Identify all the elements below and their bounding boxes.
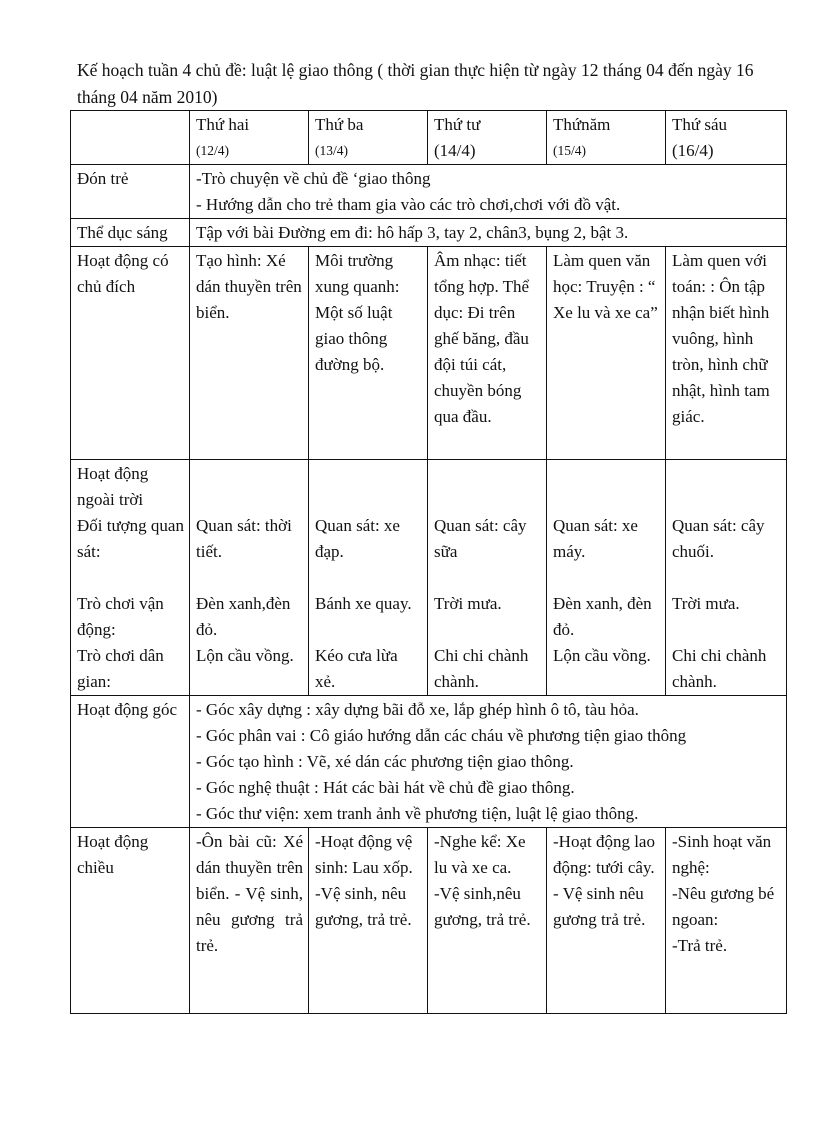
ngoai-troi-wednesday: Quan sát: cây sữa Trời mưa. Chi chi chành chành. (428, 460, 547, 696)
hoat-dong-chieu-label: Hoạt động chiều (71, 828, 190, 1014)
don-tre-row (71, 165, 787, 219)
co-chu-dich-label: Hoạt động có chủ đích (71, 247, 190, 460)
header-wednesday: Thứ tư (14/4) (428, 111, 547, 165)
header-tuesday: Thứ ba (13/4) (309, 111, 428, 165)
header-corner-cell (71, 111, 190, 165)
ngoai-troi-row (71, 460, 787, 696)
hoat-dong-chieu-monday: -Ôn bài cũ: Xé dán thuyền trên biển. - Vệ sinh, nêu gương trả trẻ. (190, 828, 309, 1014)
don-tre-label: Đón trẻ (71, 165, 190, 219)
co-chu-dich-monday: Tạo hình: Xé dán thuyền trên biển. (190, 247, 309, 460)
hoat-dong-chieu-friday: -Sinh hoạt văn nghệ: -Nêu gương bé ngoan: -Trả trẻ. (666, 828, 787, 1014)
co-chu-dich-row (71, 247, 787, 460)
hoat-dong-chieu-row (71, 828, 787, 1014)
ngoai-troi-monday: Quan sát: thời tiết. Đèn xanh,đèn đỏ. Lộn cầu vồng. (190, 460, 309, 696)
header-monday: Thứ hai (12/4) (190, 111, 309, 165)
co-chu-dich-thursday: Làm quen văn học: Truyện : “ Xe lu và xe ca” (547, 247, 666, 460)
ngoai-troi-tuesday: Quan sát: xe đạp. Bánh xe quay. Kéo cưa lừa xẻ. (309, 460, 428, 696)
co-chu-dich-friday: Làm quen với toán: : Ôn tập nhận biết hình vuông, hình tròn, hình chữ nhật, hình tam giác. (666, 247, 787, 460)
don-tre-content: -Trò chuyện về chủ đề ‘giao thông - Hướng dẫn cho trẻ tham gia vào các trò chơi,chơi với đồ vật. (190, 165, 787, 219)
hoat-dong-chieu-thursday: -Hoạt động lao động: tưới cây. - Vệ sinh nêu gương trả trẻ. (547, 828, 666, 1014)
co-chu-dich-wednesday: Âm nhạc: tiết tổng hợp. Thể dục: Đi trên ghế băng, đầu đội túi cát, chuyền bóng qua đầu. (428, 247, 547, 460)
the-duc-row (71, 219, 787, 247)
weekly-plan-table (70, 110, 787, 1014)
header-row (71, 111, 787, 165)
the-duc-label: Thể dục sáng (71, 219, 190, 247)
hoat-dong-chieu-wednesday: -Nghe kể: Xe lu và xe ca. -Vệ sinh,nêu gương, trả trẻ. (428, 828, 547, 1014)
hoat-dong-chieu-tuesday: -Hoạt động vệ sinh: Lau xốp. -Vệ sinh, nêu gương, trả trẻ. (309, 828, 428, 1014)
header-friday: Thứ sáu (16/4) (666, 111, 787, 165)
ngoai-troi-label: Hoạt động ngoài trời Đối tượng quan sát: Trò chơi vận động: Trò chơi dân gian: (71, 460, 190, 696)
hoat-dong-goc-row (71, 696, 787, 828)
ngoai-troi-friday: Quan sát: cây chuối. Trời mưa. Chi chi chành chành. (666, 460, 787, 696)
header-thursday: Thứnăm (15/4) (547, 111, 666, 165)
hoat-dong-goc-label: Hoạt động góc (71, 696, 190, 828)
co-chu-dich-tuesday: Môi trường xung quanh: Một số luật giao thông đường bộ. (309, 247, 428, 460)
page-title: Kế hoạch tuần 4 chủ đề: luật lệ giao thông ( thời gian thực hiện từ ngày 12 tháng 04 đến ngày 16 tháng 04 năm 2010) (77, 60, 754, 107)
ngoai-troi-thursday: Quan sát: xe máy. Đèn xanh, đèn đỏ. Lộn cầu vồng. (547, 460, 666, 696)
hoat-dong-goc-content: - Góc xây dựng : xây dựng bãi đỗ xe, lắp ghép hình ô tô, tàu hỏa. - Góc phân vai : Cô giáo hướng dẫn các cháu về phương tiện giao thông - Góc tạo hình : Vẽ, xé dán các phương tiện giao thông. - Góc nghệ thuật : Hát các bài hát về chủ đề giao thông. - Góc thư viện: xem tranh ảnh về phương tiện, luật lệ giao thông. (190, 696, 787, 828)
the-duc-content: Tập với bài Đường em đi: hô hấp 3, tay 2, chân3, bụng 2, bật 3. (190, 219, 787, 247)
